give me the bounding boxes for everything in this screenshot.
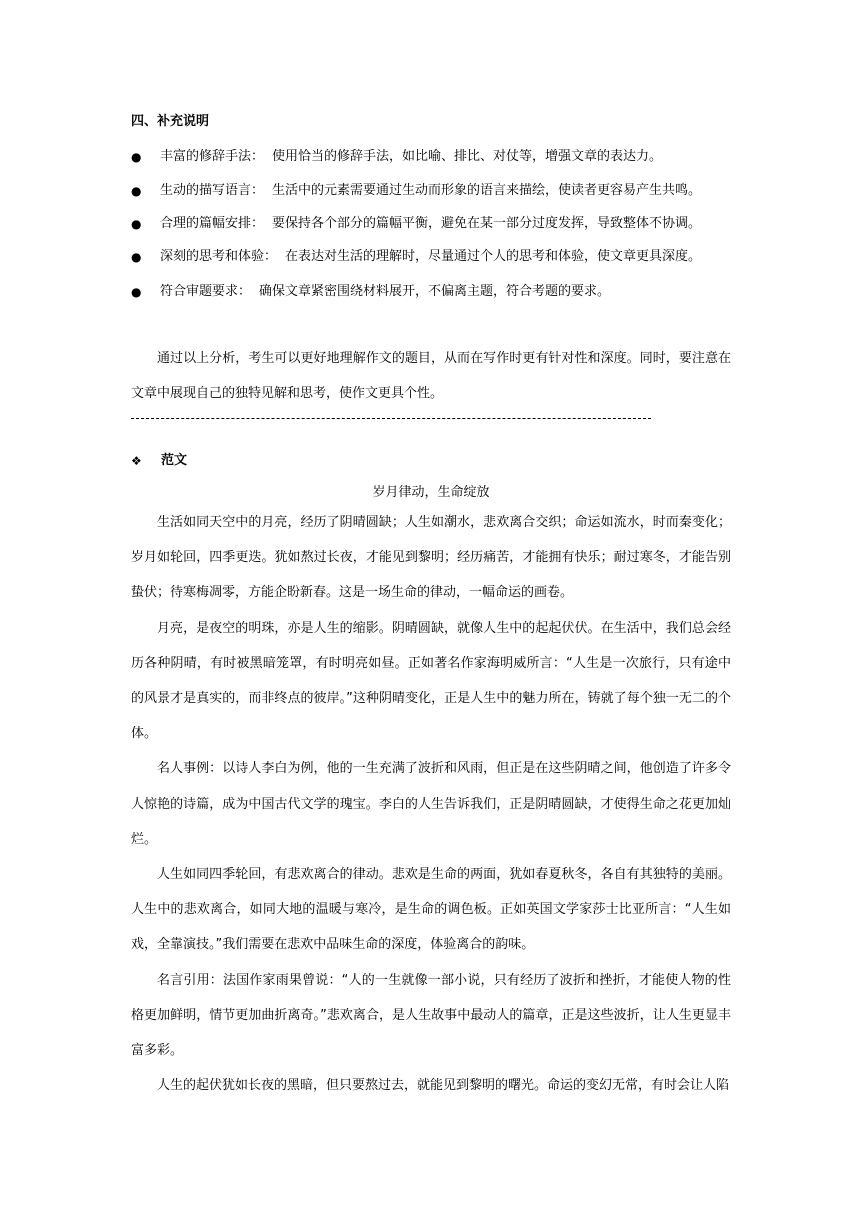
bullet-text [160, 282, 610, 302]
bullet-dot-icon: ● [131, 150, 142, 164]
bullet-term: 合理的篇幅安排： [160, 216, 265, 231]
bullet-text [160, 214, 701, 234]
essay-title: 岁月律动，生命绽放 [372, 485, 490, 500]
bullet-dot-icon: ● [131, 250, 142, 264]
sample-essay-label: 范文 [161, 453, 188, 468]
bullet-desc: 使用恰当的修辞手法，如比喻、排比、对仗等，增强文章的表达力。 [272, 149, 663, 164]
essay-paragraph: 名言引用：法国作家雨果曾说：“人的一生就像一部小说，只有经历了波折和挫折，才能使人物的性格更加鲜明，情节更加曲折离奇。”悲欢离合，是人生故事中最动人的篇章，正是这些波折，让人生更显丰富多彩。 [131, 972, 731, 1059]
bullet-desc: 生活中的元素需要通过生动而形象的语言来描绘，使读者更容易产生共鸣。 [272, 183, 702, 198]
bullet-dot-icon: ● [131, 285, 142, 299]
bullet-item [131, 214, 741, 234]
bullet-term: 深刻的思考和体验： [160, 249, 278, 264]
bullet-text [160, 181, 701, 201]
essay-body [131, 505, 731, 1103]
bullet-term: 丰富的修辞手法： [160, 149, 265, 164]
essay-paragraph: 人生的起伏犹如长夜的黑暗，但只要熬过去，就能见到黎明的曙光。命运的变幻无常，有时会让人陷 [157, 1078, 730, 1094]
bullet-item [131, 147, 741, 167]
diamond-bullet-icon: ❖ [131, 454, 142, 468]
essay-paragraph: 名人事例：以诗人李白为例，他的一生充满了波折和风雨，但正是在这些阴晴之间，他创造了许多令人惊艳的诗篇，成为中国古代文学的瑰宝。李白的人生告诉我们，正是阴晴圆缺，才使得生命之花更加灿烂。 [131, 761, 731, 847]
bullet-desc: 要保持各个部分的篇幅平衡，避免在某一部分过度发挥，导致整体不协调。 [272, 216, 702, 231]
bullet-desc: 在表达对生活的理解时，尽量通过个人的思考和体验，使文章更具深度。 [285, 249, 702, 264]
bullet-desc: 确保文章紧密围绕材料展开，不偏离主题，符合考题的要求。 [259, 284, 611, 299]
dashed-divider [131, 418, 651, 419]
summary-paragraph: 通过以上分析，考生可以更好地理解作文的题目，从而在写作时更有针对性和深度。同时，要注意在文章中展现自己的独特见解和思考，使作文更具个性。 [131, 351, 731, 401]
bullet-term: 符合审题要求： [160, 284, 252, 299]
bullet-item [131, 181, 741, 201]
bullet-dot-icon: ● [131, 184, 142, 198]
bullet-item [131, 247, 741, 267]
bullet-term: 生动的描写语言： [160, 183, 265, 198]
bullet-item [131, 282, 741, 302]
bullet-text [160, 247, 701, 267]
essay-paragraph: 月亮，是夜空的明珠，亦是人生的缩影。阴晴圆缺，就像人生中的起起伏伏。在生活中，我们总会经历各种阴晴，有时被黑暗笼罩，有时明亮如昼。正如著名作家海明威所言：“人生是一次旅行，只有途中的风景才是真实的，而非终点的彼岸。”这种阴晴变化，正是人生中的魅力所在，铸就了每个独一无二的个体。 [131, 620, 731, 742]
bullet-dot-icon: ● [131, 217, 142, 231]
section-heading: 四、补充说明 [131, 114, 210, 129]
essay-paragraph: 人生如同四季轮回，有悲欢离合的律动。悲欢是生命的两面，犹如春夏秋冬，各自有其独特的美丽。人生中的悲欢离合，如同大地的温暖与寒冷，是生命的调色板。正如英国文学家莎士比亚所言：“人生如戏，全靠演技。”我们需要在悲欢中品味生命的深度，体验离合的韵味。 [131, 867, 731, 953]
bullet-text [160, 147, 662, 167]
essay-paragraph: 生活如同天空中的月亮，经历了阴晴圆缺；人生如潮水，悲欢离合交织；命运如流水，时而秦变化；岁月如轮回，四季更迭。犹如熬过长夜，才能见到黎明；经历痛苦，才能拥有快乐；耐过寒冬，才能告别蛰伏；待寒梅凋零，方能企盼新春。这是一场生命的律动，一幅命运的画卷。 [131, 515, 731, 601]
